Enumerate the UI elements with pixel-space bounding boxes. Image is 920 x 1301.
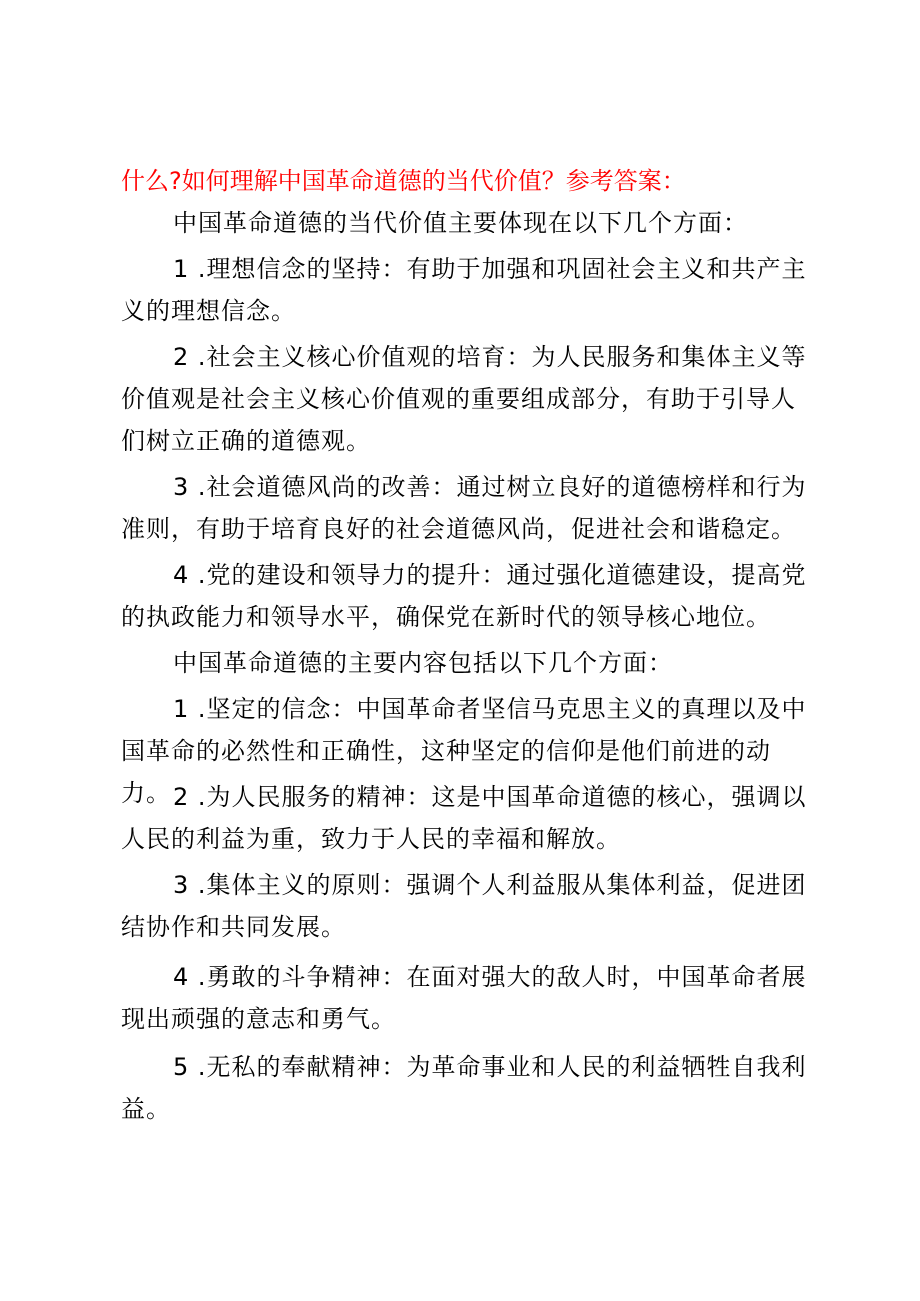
paragraph-value-1: 1 .理想信念的坚持：有助于加强和巩固社会主义和共产主义的理想信念。 [121,255,807,325]
paragraph-content-1: 1 .坚定的信念：中国革命者坚信马克思主义的真理以及中国革命的必然性和正确性，这种坚定的信仰是他们前进的动力。 [121,695,807,807]
paragraph-value-2: 2 .社会主义核心价值观的培育：为人民服务和集体主义等价值观是社会主义核心价值观的重要组成部分，有助于引导人们树立正确的道德观。 [121,343,807,455]
paragraph-content-5: 5 .无私的奉献精神：为革命事业和人民的利益牺牲自我利益。 [121,1053,807,1123]
paragraph-content-2: 2 .为人民服务的精神：这是中国革命道德的核心，强调以人民的利益为重，致力于人民的幸福和解放。 [121,783,807,853]
paragraph-content-4: 4 .勇敢的斗争精神：在面对强大的敌人时，中国革命者展现出顽强的意志和勇气。 [121,963,807,1033]
paragraph-content-3: 3 .集体主义的原则：强调个人利益服从集体利益，促进团结协作和共同发展。 [121,871,807,941]
paragraph-intro-values: 中国革命道德的当代价值主要体现在以下几个方面： [173,209,748,237]
paragraph-intro-content: 中国革命道德的主要内容包括以下几个方面： [173,649,673,677]
paragraph-value-4: 4 .党的建设和领导力的提升：通过强化道德建设，提高党的执政能力和领导水平，确保党在新时代的领导核心地位。 [121,561,807,631]
paragraph-value-3: 3 .社会道德风尚的改善：通过树立良好的道德榜样和行为准则，有助于培育良好的社会道德风尚，促进社会和谐稳定。 [121,473,807,543]
question-heading: 什么?如何理解中国革命道德的当代价值？参考答案： [121,167,686,195]
